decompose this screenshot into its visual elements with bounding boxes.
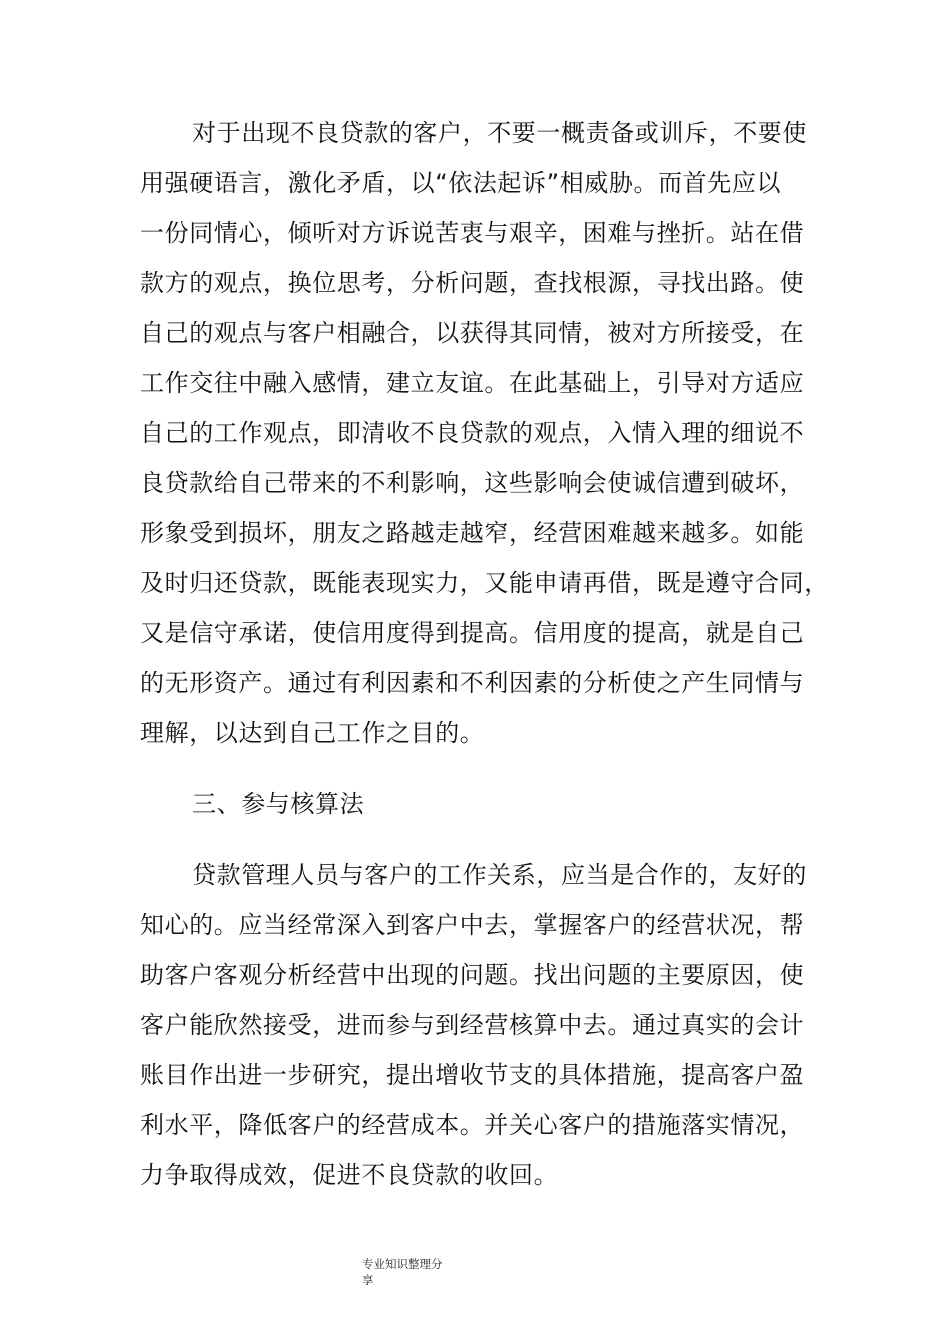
paragraph-2-line-6: 利水平，降低客户的经营成本。并关心客户的措施落实情况， xyxy=(140,1111,805,1139)
paragraph-2-line-1: 贷款管理人员与客户的工作关系，应当是合作的，友好的 xyxy=(192,861,807,889)
paragraph-2-line-4: 客户能欣然接受，进而参与到经营核算中去。通过真实的会计 xyxy=(140,1011,805,1039)
paragraph-1-line-2: 用强硬语言，激化矛盾，以“依法起诉”相威胁。而首先应以 xyxy=(140,169,782,197)
paragraph-2-line-3: 助客户客观分析经营中出现的问题。找出问题的主要原因，使 xyxy=(140,961,805,989)
footer-line-1: 专业知识整理分 xyxy=(362,1257,443,1271)
paragraph-1-line-4: 款方的观点，换位思考，分析问题，查找根源，寻找出路。使 xyxy=(140,269,805,297)
paragraph-1-line-6: 工作交往中融入感情，建立友谊。在此基础上，引导对方适应 xyxy=(140,369,805,397)
paragraph-1-line-8: 良贷款给自己带来的不利影响，这些影响会使诚信遭到破坏， xyxy=(140,469,805,497)
paragraph-1-line-12: 的无形资产。通过有利因素和不利因素的分析使之产生同情与 xyxy=(140,669,805,697)
paragraph-1-line-11: 又是信守承诺，使信用度得到提高。信用度的提高，就是自己 xyxy=(140,619,805,647)
paragraph-2-line-5: 账目作出进一步研究，提出增收节支的具体措施，提高客户盈 xyxy=(140,1061,805,1089)
paragraph-2-line-7: 力争取得成效，促进不良贷款的收回。 xyxy=(140,1161,559,1189)
paragraph-1-line-7: 自己的工作观点，即清收不良贷款的观点，入情入理的细说不 xyxy=(140,419,805,447)
paragraph-1-line-1: 对于出现不良贷款的客户，不要一概责备或训斥，不要使 xyxy=(192,119,807,147)
paragraph-1-line-5: 自己的观点与客户相融合，以获得其同情，被对方所接受，在 xyxy=(140,319,805,347)
paragraph-2-line-2: 知心的。应当经常深入到客户中去，掌握客户的经营状况，帮 xyxy=(140,911,805,939)
paragraph-1-line-10: 及时归还贷款，既能表现实力，又能申请再借，既是遵守合同， xyxy=(140,569,829,597)
section-heading: 三、参与核算法 xyxy=(192,790,365,818)
paragraph-1-line-3: 一份同情心，倾听对方诉说苦衷与艰辛，困难与挫折。站在借 xyxy=(140,219,805,247)
paragraph-1-line-13: 理解，以达到自己工作之目的。 xyxy=(140,719,485,747)
paragraph-1-line-9: 形象受到损坏，朋友之路越走越窄，经营困难越来越多。如能 xyxy=(140,519,805,547)
footer-line-2: 享 xyxy=(362,1273,374,1287)
